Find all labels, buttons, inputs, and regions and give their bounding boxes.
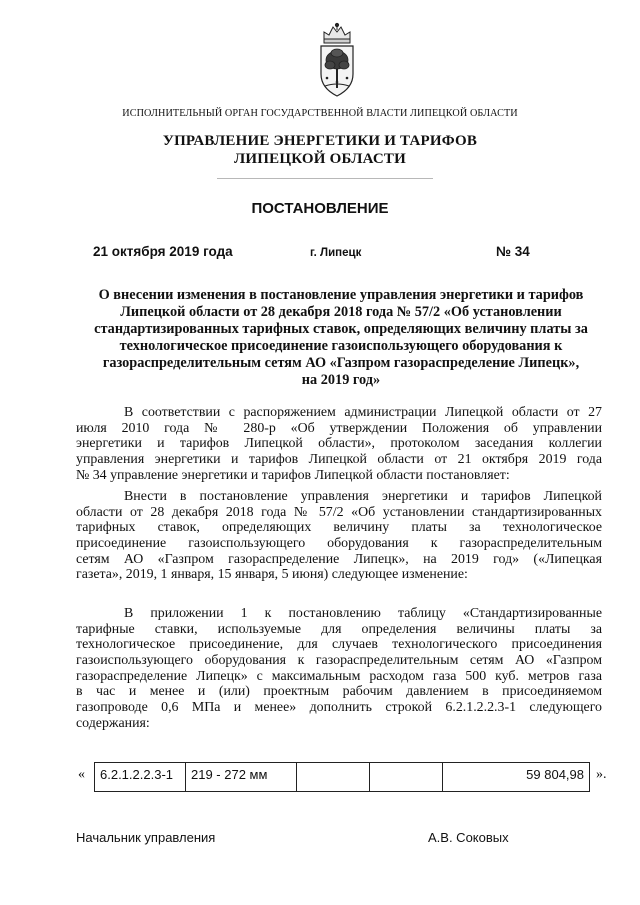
text-line: № 34 управление энергетики и тарифов Липецкой области постановляет:	[76, 467, 510, 483]
document-city: г. Липецк	[310, 247, 362, 259]
document-type-heading: ПОСТАНОВЛЕНИЕ	[251, 200, 389, 217]
text-line: газораспределение Липецк» с максимальным расходом газа 500 куб. метров газа	[76, 668, 602, 684]
text-line: газоиспользующего оборудования к газораспределительным сетям АО «Газпром	[76, 653, 602, 669]
amendment-paragraph	[76, 606, 602, 732]
text-line: технологическое присоединение, для случаев технологического присоединения	[76, 637, 602, 653]
empty-cell	[297, 763, 370, 792]
department-name-line-1: УПРАВЛЕНИЕ ЭНЕРГЕТИКИ И ТАРИФОВ	[162, 133, 478, 149]
department-name-line-2: ЛИПЕЦКОЙ ОБЛАСТИ	[234, 151, 406, 167]
title-line: Липецкой области от 28 декабря 2018 года № 57/2 «Об установлении	[120, 304, 562, 320]
text-line: тарифных ставок, определяющих величину платы за технологическое	[76, 520, 602, 536]
text-line: В приложении 1 к постановлению таблицу «Стандартизированные	[124, 606, 602, 621]
closing-quote: ».	[596, 767, 607, 782]
row-code-cell: 6.2.1.2.2.3-1	[95, 763, 186, 792]
title-line: газораспределительным сетям АО «Газпром газораспределение Липецк»,	[102, 355, 580, 371]
text-line: в час и менее и (или) проектным рабочим давлением в присоединяемом	[76, 684, 602, 700]
signatory-name: А.В. Соковых	[428, 830, 509, 845]
issuing-authority-line: ИСПОЛНИТЕЛЬНЫЙ ОРГАН ГОСУДАРСТВЕННОЙ ВЛАСТИ ЛИПЕЦКОЙ ОБЛАСТИ	[122, 108, 518, 119]
table-row	[95, 763, 590, 792]
signatory-position: Начальник управления	[76, 830, 216, 845]
text-line: энергетики и тарифов Липецкой области», протоколом заседания коллегии	[76, 436, 602, 452]
document-date: 21 октября 2019 года	[93, 244, 233, 259]
text-line: Внести в постановление управления энергетики и тарифов Липецкой	[124, 489, 602, 504]
text-line: В соответствии с распоряжением администрации Липецкой области от 27	[124, 405, 602, 420]
text-line: области от 28 декабря 2018 года № 57/2 «Об установлении стандартизированных	[76, 504, 602, 520]
title-line: О внесении изменения в постановление управления энергетики и тарифов	[98, 287, 584, 303]
lipetsk-oblast-coat-of-arms-icon	[315, 20, 359, 100]
inserted-tariff-row-table	[94, 762, 590, 792]
text-line: управления энергетики и тарифов Липецкой области от 21 октября 2019 года	[76, 452, 602, 468]
title-line: технологическое присоединение газоиспользующего оборудования к	[119, 338, 563, 354]
text-line: присоединение газоиспользующего оборудования к газораспределительным	[76, 536, 602, 552]
tariff-value-cell: 59 804,98	[443, 763, 590, 792]
title-line: стандартизированных тарифных ставок, определяющих величину платы за	[94, 321, 588, 337]
text-line: содержания:	[76, 715, 150, 731]
header-divider	[217, 178, 433, 179]
text-line: июля 2010 года № 280-р «Об утверждении Положения об управлении	[76, 420, 602, 436]
resolution-paragraph	[76, 489, 602, 583]
text-line: тарифные ставки, используемые для определения величины платы за	[76, 621, 602, 637]
empty-cell	[370, 763, 443, 792]
text-line: газопроводе 0,6 МПа и менее» дополнить строкой 6.2.1.2.2.3-1 следующего	[76, 700, 602, 716]
pipe-diameter-cell: 219 - 272 мм	[186, 763, 297, 792]
preamble-paragraph	[76, 405, 602, 483]
opening-quote: «	[78, 767, 85, 782]
document-number: № 34	[496, 244, 530, 259]
title-line: на 2019 год»	[301, 372, 381, 388]
text-line: газета», 2019, 1 января, 15 января, 5 июня) следующее изменение:	[76, 567, 468, 583]
text-line: сетям АО «Газпром газораспределение Липецк», на 2019 год» («Липецкая	[76, 551, 602, 567]
document-title	[76, 287, 606, 389]
